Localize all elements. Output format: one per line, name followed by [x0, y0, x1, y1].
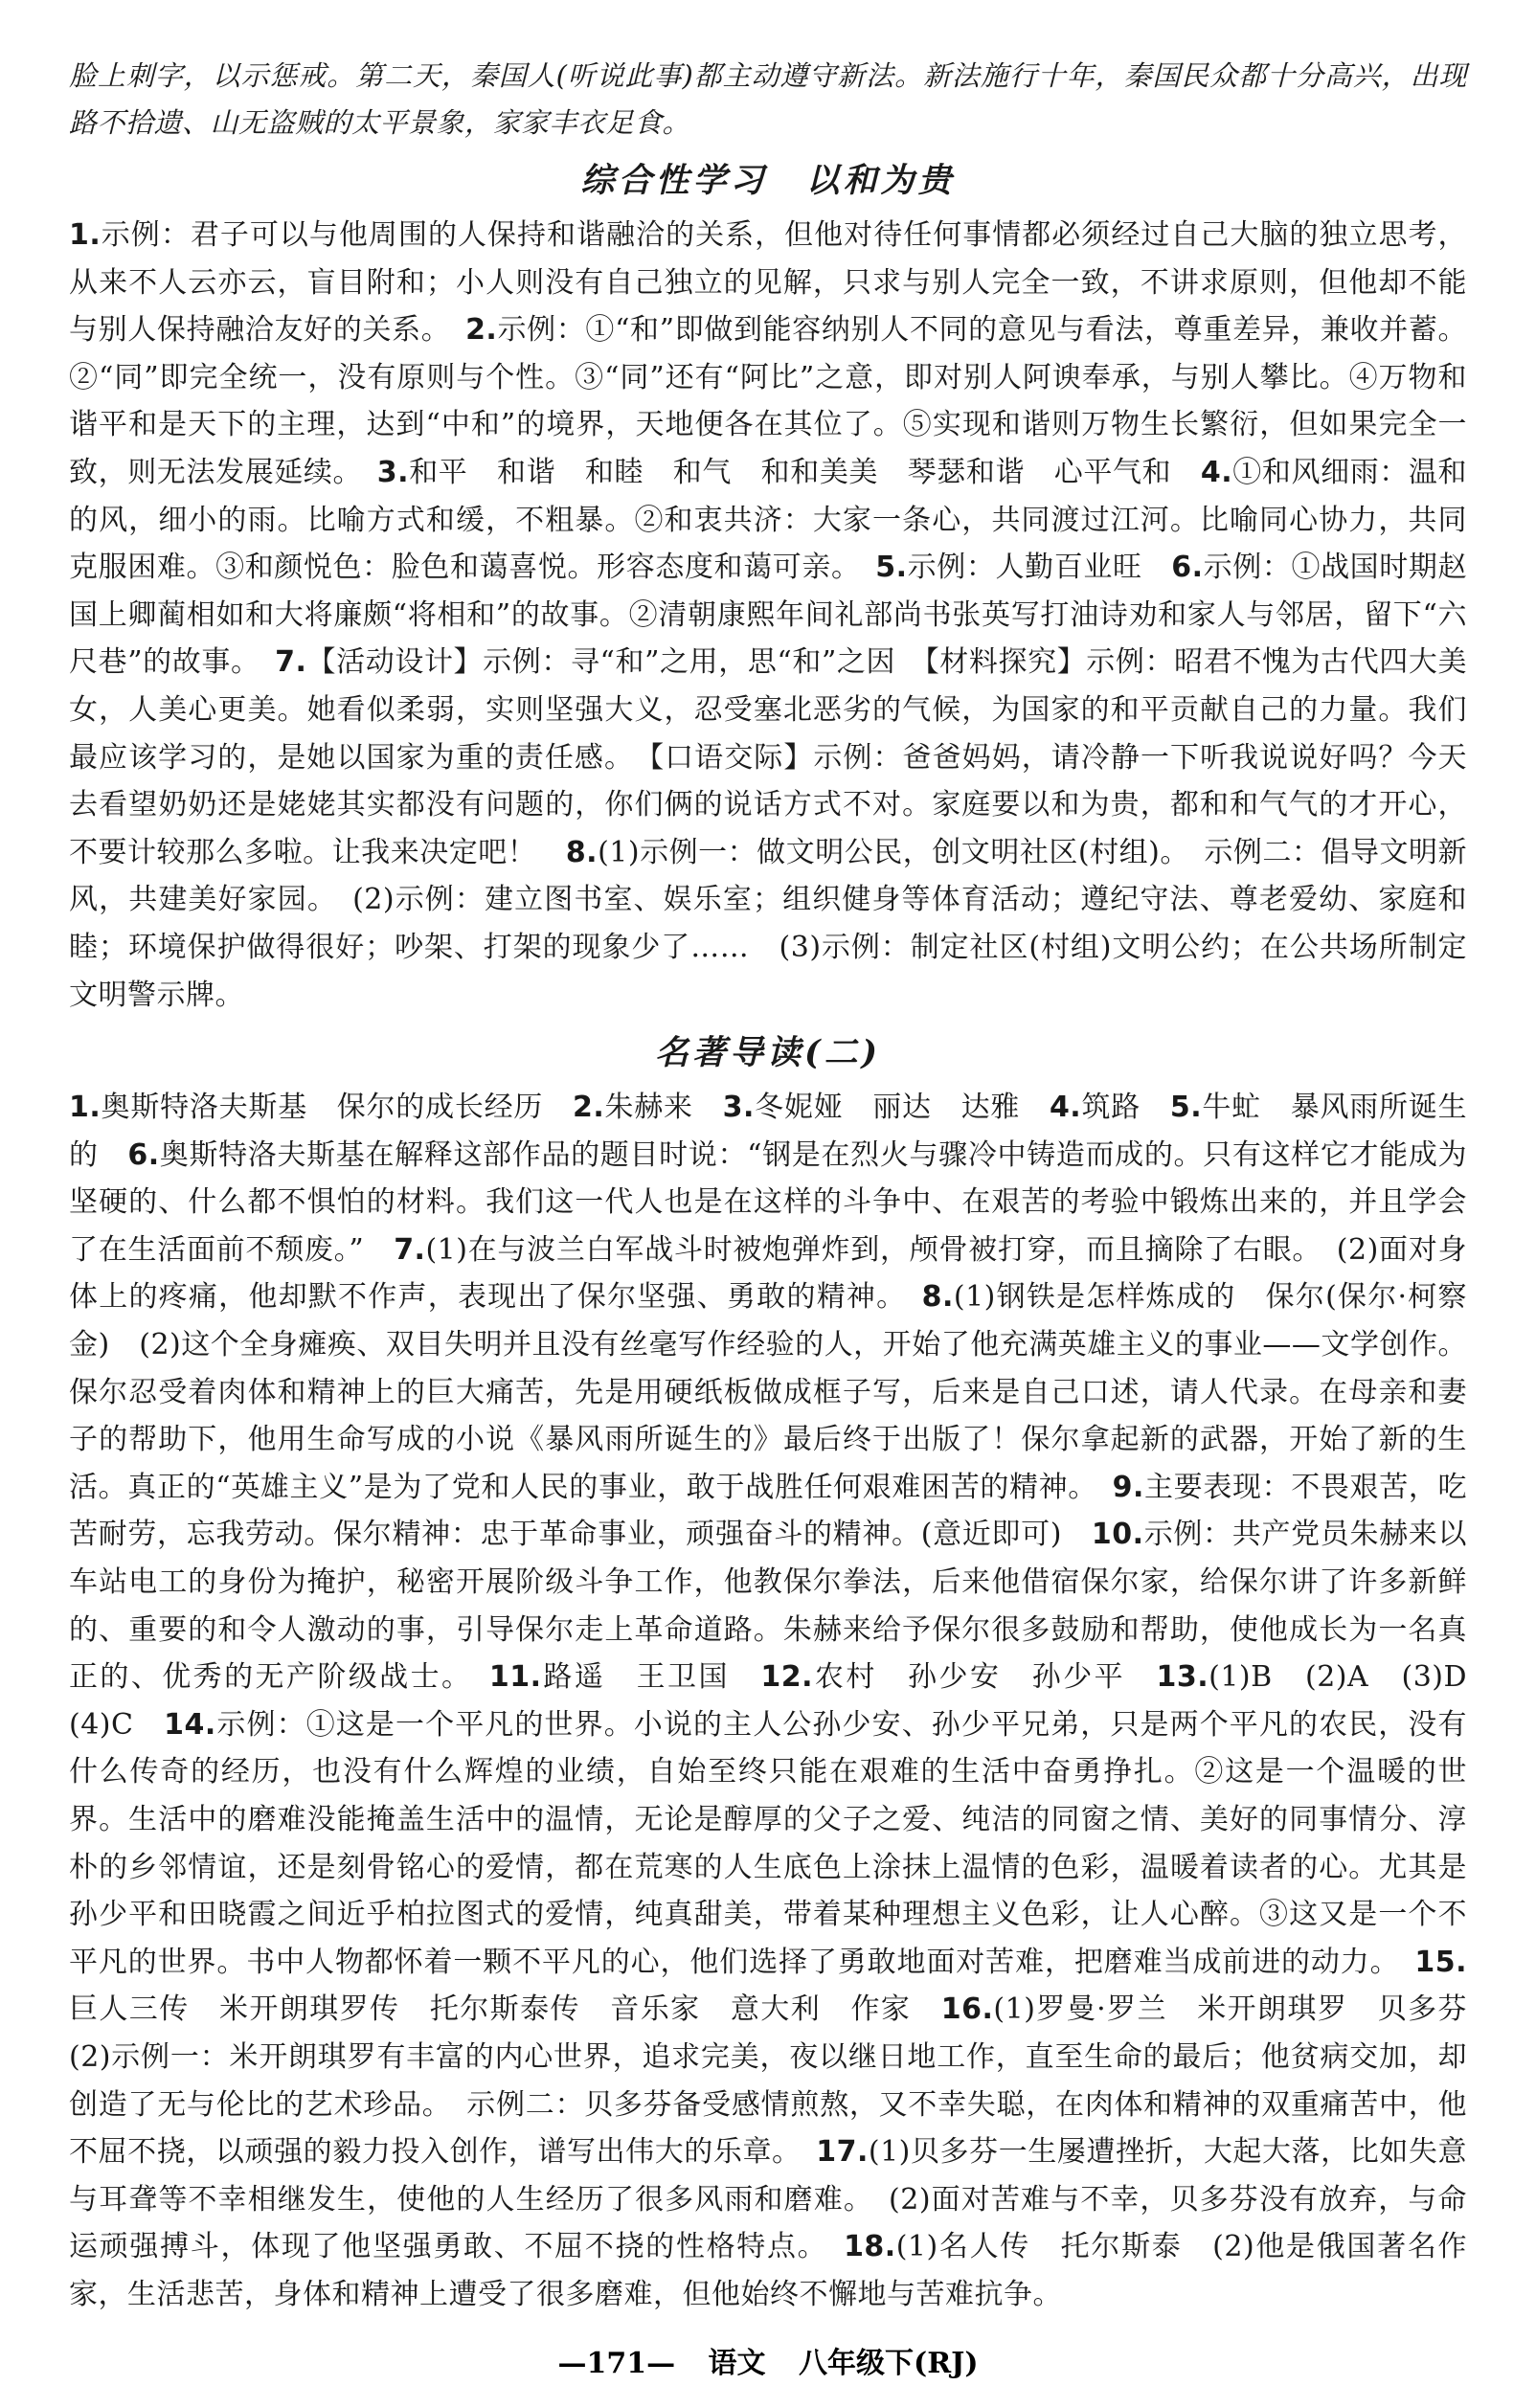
answer-number: 1. [69, 218, 102, 252]
subject-label: 语文 [708, 2347, 766, 2380]
answer-number: 10. [1091, 1518, 1144, 1552]
answer-number: 5. [1169, 1091, 1203, 1125]
answer-text: 和平 和谐 和睦 和气 和和美美 琴瑟和谐 心平气和 [409, 455, 1172, 489]
answer-number: 4. [1049, 1091, 1082, 1125]
answer-text: 【活动设计】示例：寻“和”之用，思“和”之因 【材料探究】示例：昭君不愧为古代四大美女，人美心更美。她看似柔弱，实则坚强大义，忍受塞北恶劣的气候，为国家的和平贡献自己的力量。我们最应该学习的，是她以国家为重的责任感。 【口语交际】示例：爸爸妈妈，请冷静一下听我说说好吗？今天去看望奶奶还是姥姥其实都没有问题的，你们俩的说话方式不对。家庭要以和为贵，都和和气气的才开心，不要计较那么多啦。让我来决定吧！ [69, 645, 1467, 869]
answer-number: 11. [488, 1660, 542, 1695]
answer-text: 主要表现：不畏艰苦，吃苦耐劳，忘我劳动。保尔精神：忠于革命事业，顽强奋斗的精神。(意近即可) [69, 1470, 1468, 1552]
answer-number: 12. [760, 1660, 813, 1695]
answer-item [1050, 1091, 1141, 1124]
answer-text: 示例：共产党员朱赫来以车站电工的身份为掩护，秘密开展阶级斗争工作，他教保尔拳法，后来他借宿保尔家，给保尔讲了许多新鲜的、重要的和令人激动的事，引导保尔走上革命道路。朱赫来给予保尔很多鼓励和帮助，使他成长为一名真正的、优秀的无产阶级战士。 [69, 1518, 1467, 1695]
answer-number: 3. [722, 1091, 755, 1125]
intro-paragraph: 脸上刺字，以示惩戒。第二天，秦国人(听说此事)都主动遵守新法。新法施行十年，秦国民众都十分高兴，出现路不拾遗、山无盗贼的太平景象，家家丰衣足食。 [69, 59, 1467, 139]
section-heading-classics-reading: 名著导读(二) [654, 1033, 882, 1073]
answer-text: (1)贝多芬一生屡遭挫折，大起大落，比如失意与耳聋等不幸相继发生，使他的人生经历了很多风雨和磨难。 (2)面对苦难与不幸，贝多芬没有放弃，与命运顽强搏斗，体现了他坚强勇敢、不屈不挠的性格特点。 [69, 2135, 1468, 2264]
answer-item [489, 1660, 730, 1694]
answer-text: 奥斯特洛夫斯基在解释这部作品的题目时说：“钢是在烈火与骤冷中铸造而成的。只有这样它才能成为坚硬的、什么都不惧怕的材料。我们这一代人也是在这样的斗争中、在艰苦的考验中锻炼出来的，并且学会了在生活面前不颓废。” [69, 1137, 1468, 1267]
answer-number: 8. [565, 835, 599, 869]
answer-item [723, 1091, 1021, 1124]
answer-text: 筑路 [1081, 1091, 1141, 1125]
answer-text: (1)B (2)A (3)D (4)C [69, 1660, 1497, 1742]
answer-text: 巨人三传 米开朗琪罗传 托尔斯泰传 音乐家 意大利 作家 [69, 1992, 912, 2027]
answer-number: 15. [1414, 1945, 1468, 1979]
answer-number: 8. [921, 1280, 954, 1315]
answer-text: (1)钢铁是怎样炼成的 保尔(保尔·柯察金) (2)这个全身瘫痪、双目失明并且没有丝毫写作经验的人，开始了他充满英雄主义的事业——文学创作。保尔忍受着肉体和精神上的巨大痛苦，先是用硬纸板做成框子写，后来是自己口述，请人代录。在母亲和妻子的帮助下，他用生命写成的小说《暴风雨所诞生的》最后终于出版了！保尔拿起新的武器，开始了新的生活。真正的“英雄主义”是为了党和人民的事业，敢于战胜任何艰难困苦的精神。 [69, 1280, 1467, 1504]
answer-number: 1. [69, 1091, 102, 1125]
section1-answers [69, 212, 1467, 1019]
answer-number: 3. [376, 455, 410, 489]
answer-number: 2. [572, 1091, 605, 1125]
section-heading-part-b: 以和为贵 [805, 161, 956, 200]
section2-answers [69, 1084, 1497, 2318]
answer-text: 冬妮娅 丽达 达雅 [754, 1091, 1021, 1125]
answer-number: 4. [1200, 455, 1233, 489]
answer-text: 示例：①“和”即做到能容纳别人不同的意见与看法，尊重差异，兼收并蓄。②“同”即完全统一，没有原则与个性。③“同”还有“阿比”之意，即对别人阿谀奉承，与别人攀比。④万物和谐平和是天下的主理，达到“中和”的境界，天地便各在其位了。⑤实现和谐则万物生长繁衍，但如果完全一致，则无法发展延续。 [69, 313, 1467, 489]
answer-number: 5. [875, 551, 908, 585]
answer-number: 14. [164, 1707, 216, 1742]
answer-number: 7. [275, 645, 307, 680]
answer-text: 路遥 王卫国 [541, 1660, 730, 1695]
answer-text: 牛虻 暴风雨所诞生的 [69, 1091, 1468, 1172]
page-number: —171— [557, 2347, 676, 2380]
answer-item [760, 1660, 1125, 1694]
answer-number: 18. [844, 2230, 896, 2264]
answer-text: ①和风细雨：温和的风，细小的雨。比喻方式和缓，不粗暴。②和衷共济：大家一条心，共同渡过江河。比喻同心协力，共同克服困难。③和颜悦色：脸色和蔼喜悦。形容态度和蔼可亲。 [69, 455, 1468, 585]
answer-text: (1)示例一：做文明公民，创文明社区(村组)。 示例二：倡导文明新风，共建美好家园。 (2)示例：建立图书室、娱乐室；组织健身等体育活动；遵纪守法、尊老爱幼、家庭和睦；环境保护做得很好；吵架、打架的现象少了…… (3)示例：制定社区(村组)文明公约；在公共场所制定文明警示牌。 [69, 835, 1468, 1012]
answer-number: 13. [1156, 1660, 1209, 1695]
answer-number: 2. [465, 313, 498, 348]
answer-text: (1)在与波兰白军战斗时被炮弹炸到，颅骨被打穿，而且摘除了右眼。 (2)面对身体上的疼痛，他却默不作声，表现出了保尔坚强、勇敢的精神。 [69, 1232, 1467, 1315]
answer-text: 农村 孙少安 孙少平 [812, 1660, 1126, 1695]
answer-text: 示例：①战国时期赵国上卿蔺相如和大将廉颇“将相和”的故事。②清朝康熙年间礼部尚书张英写打油诗劝和家人与邻居，留下“六尺巷”的故事。 [69, 551, 1468, 680]
answer-text: (1)名人传 托尔斯泰 (2)他是俄国著名作家，生活悲苦，身体和精神上遭受了很多磨难，但他始终不懈地与苦难抗争。 [69, 2230, 1468, 2311]
section-heading-comprehensive-learning [69, 154, 1467, 202]
answer-item [875, 551, 1141, 584]
answer-text: 朱赫来 [604, 1091, 693, 1125]
answer-text: 示例：①这是一个平凡的世界。小说的主人公孙少安、孙少平兄弟，只是两个平凡的农民，没有什么传奇的经历，也没有什么辉煌的业绩，自始至终只能在艰难的生活中奋勇挣扎。②这是一个温暖的世界。生活中的磨难没能掩盖生活中的温情，无论是醇厚的父子之爱、纯洁的同窗之情、美好的同事情分、淳朴的乡邻情谊，还是刻骨铭心的爱情，都在荒寒的人生底色上涂抹上温情的色彩，温暖着读者的心。尤其是孙少平和田晓霞之间近乎柏拉图式的爱情，纯真甜美，带着某种理想主义色彩，让人心醉。③这又是一个不平凡的世界。书中人物都怀着一颗不平凡的心，他们选择了勇敢地面对苦难，把磨难当成前进的动力。 [69, 1707, 1468, 1979]
answer-text: (1)罗曼·罗兰 米开朗琪罗 贝多芬 (2)示例一：米开朗琪罗有丰富的内心世界，追求完美，夜以继日地工作，直至生命的最后；他贫病交加，却创造了无与伦比的艺术珍品。 示例二：贝多芬备受感情煎熬，又不幸失聪，在肉体和精神的双重痛苦中，他不屈不挠，以顽强的毅力投入创作，谱写出伟大的乐章。 [69, 1992, 1497, 2170]
answer-number: 7. [394, 1232, 426, 1267]
answer-number: 6. [127, 1137, 160, 1172]
answer-number: 17. [816, 2135, 869, 2170]
answer-item [69, 1708, 1467, 1979]
section-heading-part-a: 综合性学习 [580, 161, 768, 200]
answer-text: 示例：人勤百业旺 [907, 551, 1142, 585]
answer-item [69, 1091, 543, 1124]
page-footer [0, 2339, 1536, 2381]
answer-number: 16. [940, 1992, 994, 2027]
answer-item [573, 1091, 693, 1124]
answer-item [377, 456, 1171, 489]
answer-number: 6. [1171, 551, 1204, 585]
answer-page [69, 53, 1497, 2319]
answer-text: 示例：君子可以与他周围的人保持和谐融洽的关系，但他对待任何事情都必须经过自己大脑的独立思考，从来不人云亦云，盲目附和；小人则没有自己独立的见解，只求与别人完全一致，不讲求原则，但他却不能与别人保持融洽友好的关系。 [69, 218, 1467, 348]
answer-number: 9. [1112, 1470, 1144, 1504]
grade-label: 八年级下(RJ) [799, 2347, 979, 2380]
answer-text: 奥斯特洛夫斯基 保尔的成长经历 [101, 1091, 544, 1125]
